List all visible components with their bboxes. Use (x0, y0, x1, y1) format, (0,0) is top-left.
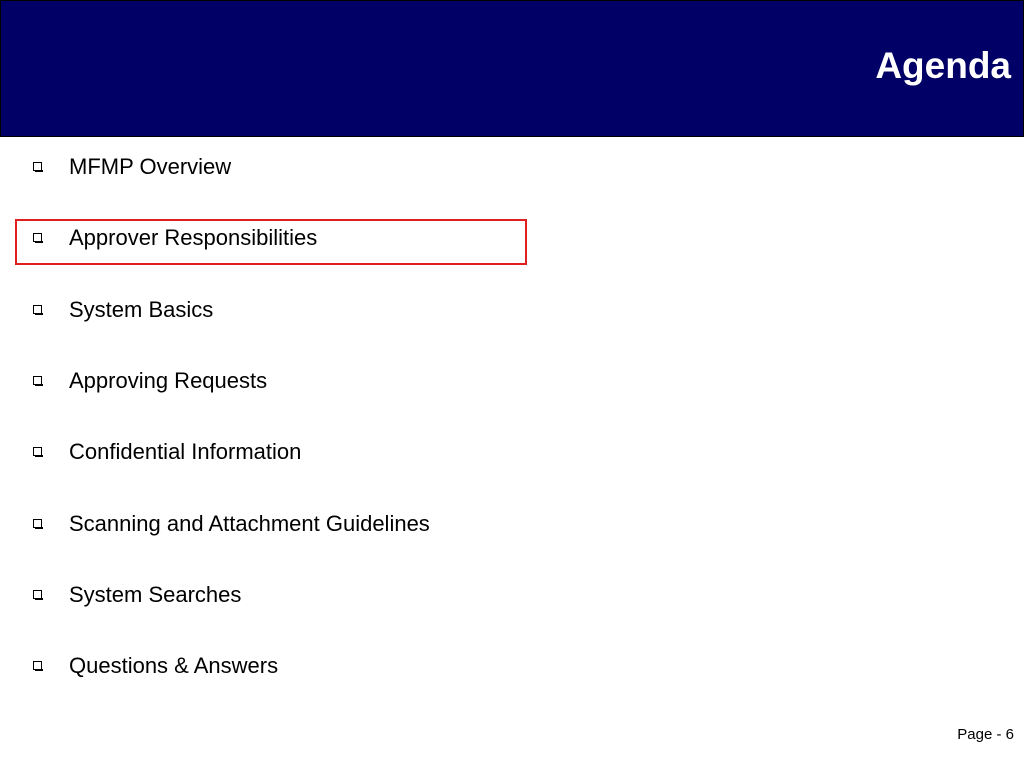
agenda-item-label: Confidential Information (69, 439, 302, 464)
agenda-item-label: MFMP Overview (69, 154, 232, 179)
agenda-item-questions-answers (30, 651, 630, 681)
slide-title: Agenda (875, 45, 1011, 86)
square-bullet-icon (33, 162, 42, 171)
agenda-item-scanning-guidelines (30, 509, 630, 539)
agenda-item-label: Approving Requests (69, 368, 268, 393)
agenda-item-approving-requests (30, 366, 630, 396)
agenda-item-label: Questions & Answers (69, 653, 279, 678)
agenda-item-system-basics (30, 295, 630, 325)
agenda-item-label: System Searches (69, 582, 242, 607)
square-bullet-icon (33, 233, 42, 242)
square-bullet-icon (33, 519, 42, 528)
agenda-item-label: Scanning and Attachment Guidelines (69, 511, 430, 536)
agenda-item-system-searches (30, 580, 630, 610)
square-bullet-icon (33, 661, 42, 670)
page-number: Page - 6 (957, 726, 1014, 743)
square-bullet-icon (33, 376, 42, 385)
agenda-item-mfmp-overview (30, 152, 630, 182)
agenda-item-confidential-information (30, 437, 630, 467)
agenda-item-label: System Basics (69, 297, 214, 322)
square-bullet-icon (33, 447, 42, 456)
agenda-item-approver-responsibilities (30, 223, 630, 253)
agenda-item-label: Approver Responsibilities (69, 225, 318, 250)
square-bullet-icon (33, 590, 42, 599)
square-bullet-icon (33, 305, 42, 314)
